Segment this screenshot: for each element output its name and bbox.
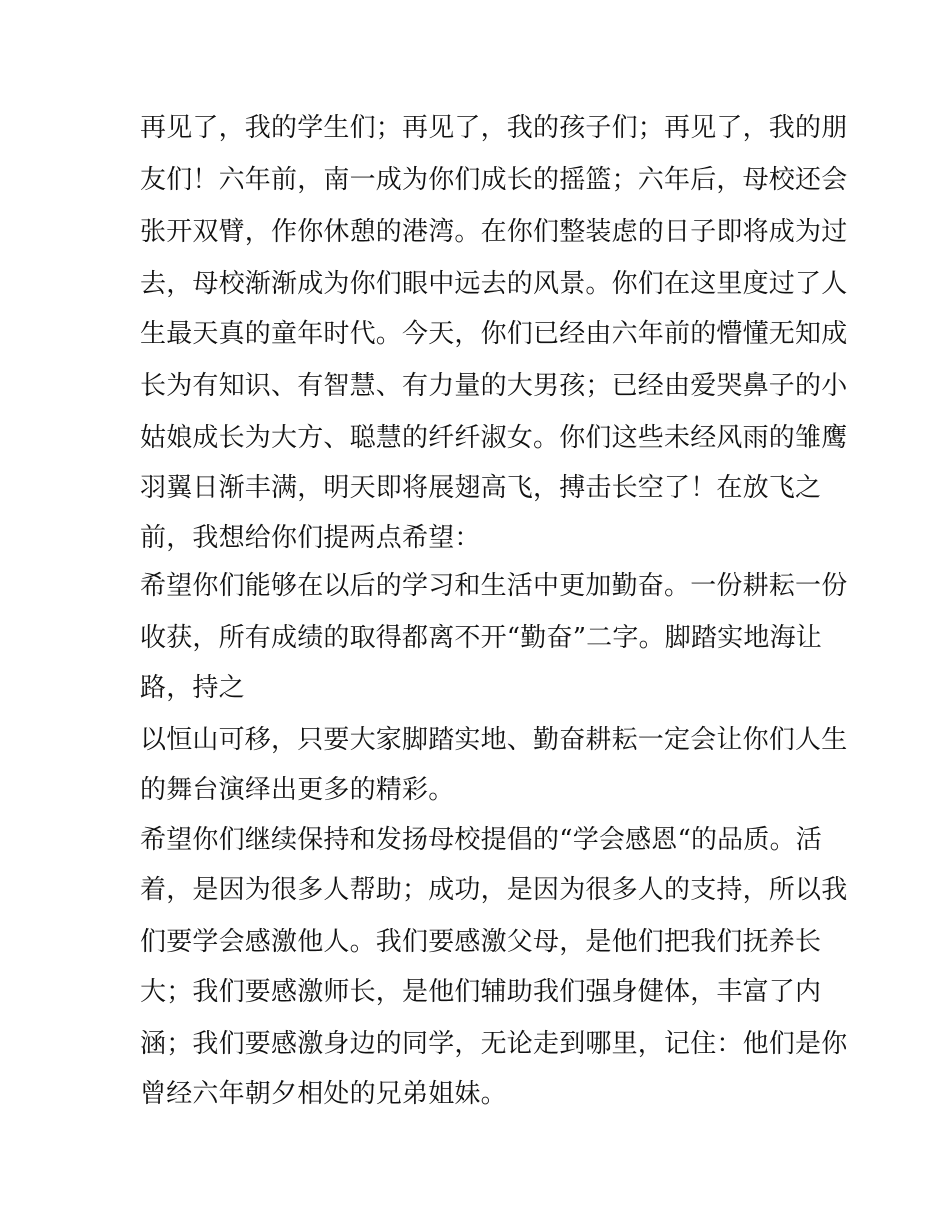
- text-line: 友们！六年前，南一成为你们成长的摇篮；六年后，母校还会: [140, 165, 848, 195]
- text-line: 大；我们要感激师长，是他们辅助我们强身健体，丰富了内: [140, 977, 822, 1007]
- text-line: 涵；我们要感激身边的同学，无论走到哪里，记住：他们是你: [140, 1029, 848, 1059]
- text-line: 羽翼日渐丰满，明天即将展翅高飞，搏击长空了！在放飞之: [140, 473, 822, 503]
- text-line: 着，是因为很多人帮助；成功，是因为很多人的支持，所以我: [140, 875, 848, 905]
- text-line: 路，持之: [140, 673, 245, 703]
- text-line: 张开双臂，作你休憩的港湾。在你们整装虑的日子即将成为过: [140, 217, 848, 247]
- text-line: 希望你们继续保持和发扬母校提倡的“学会感恩“的品质。活: [140, 825, 822, 855]
- text-line: 去，母校渐渐成为你们眼中远去的风景。你们在这里度过了人: [140, 269, 848, 299]
- text-line: 长为有知识、有智慧、有力量的大男孩；已经由爱哭鼻子的小: [140, 371, 848, 401]
- text-line: 以恒山可移，只要大家脚踏实地、勤奋耕耘一定会让你们人生: [140, 725, 848, 755]
- text-line: 的舞台演绎出更多的精彩。: [140, 775, 455, 805]
- text-line: 们要学会感激他人。我们要感激父母，是他们把我们抚养长: [140, 927, 822, 957]
- text-line: 曾经六年朝夕相处的兄弟姐妹。: [140, 1079, 507, 1109]
- text-line: 再见了，我的学生们；再见了，我的孩子们；再见了，我的朋: [140, 113, 848, 143]
- text-line: 前，我想给你们提两点希望：: [140, 523, 481, 553]
- text-line: 姑娘成长为大方、聪慧的纤纤淑女。你们这些未经风雨的雏鹰: [140, 423, 848, 453]
- text-line: 希望你们能够在以后的学习和生活中更加勤奋。一份耕耘一份: [140, 571, 848, 601]
- text-line: 收获，所有成绩的取得都离不开“勤奋”二字。脚踏实地海让: [140, 623, 822, 653]
- text-line: 生最天真的童年时代。今天，你们已经由六年前的懵懂无知成: [140, 319, 848, 349]
